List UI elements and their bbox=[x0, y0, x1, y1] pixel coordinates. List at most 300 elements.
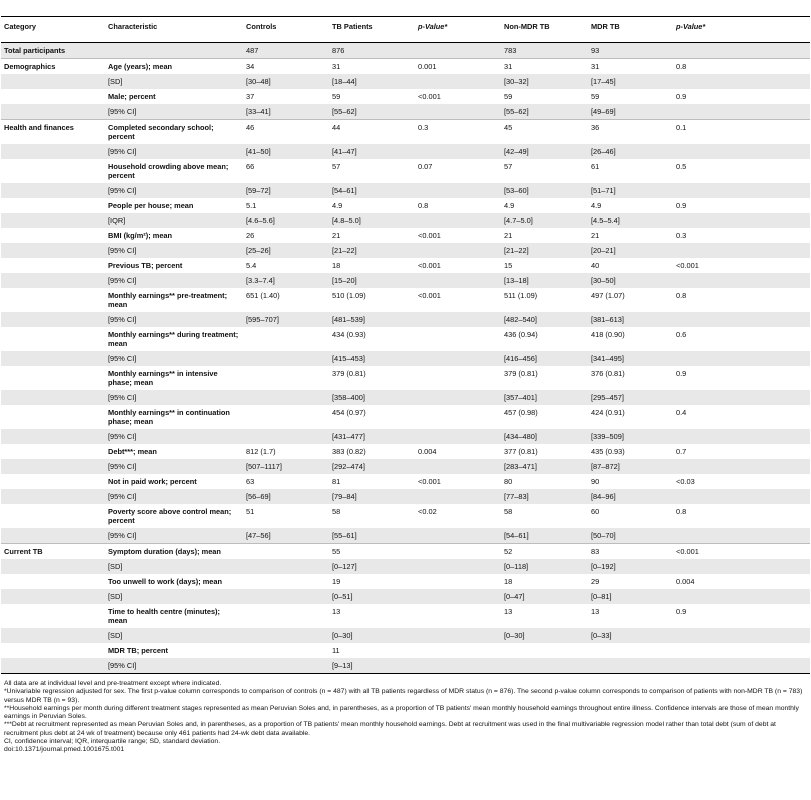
value-cell: [431–477] bbox=[329, 429, 415, 444]
category-cell bbox=[1, 288, 105, 312]
value-cell bbox=[415, 544, 501, 560]
value-cell: 31 bbox=[504, 62, 513, 71]
category-cell bbox=[1, 74, 105, 89]
value-cell: <0.001 bbox=[418, 477, 441, 486]
value-cell: 44 bbox=[332, 123, 341, 132]
header-category: Category bbox=[1, 17, 105, 43]
value-cell: 0.9 bbox=[676, 201, 687, 210]
characteristic-cell: [95% CI] bbox=[105, 183, 243, 198]
table-row bbox=[1, 574, 810, 589]
characteristic-cell: Monthly earnings** in intensive phase; mean bbox=[108, 369, 218, 387]
value-cell: [77–83] bbox=[501, 489, 588, 504]
characteristic-cell: Symptom duration (days); mean bbox=[108, 547, 221, 556]
value-cell: 55 bbox=[332, 547, 341, 556]
value-cell bbox=[243, 604, 329, 628]
value-cell bbox=[673, 390, 810, 405]
value-cell: 57 bbox=[504, 162, 513, 171]
value-cell bbox=[243, 628, 329, 643]
value-cell bbox=[415, 243, 501, 258]
table-row bbox=[1, 74, 810, 89]
value-cell: 31 bbox=[591, 62, 600, 71]
value-cell: [55–62] bbox=[329, 104, 415, 120]
characteristic-cell: [95% CI] bbox=[105, 144, 243, 159]
value-cell bbox=[673, 559, 810, 574]
table-row bbox=[1, 228, 810, 243]
value-cell bbox=[673, 459, 810, 474]
value-cell bbox=[243, 327, 329, 351]
table-row bbox=[1, 327, 810, 351]
value-cell: [17–45] bbox=[588, 74, 673, 89]
category-cell bbox=[1, 628, 105, 643]
category-cell bbox=[1, 574, 105, 589]
category-cell bbox=[1, 144, 105, 159]
value-cell: [13–18] bbox=[501, 273, 588, 288]
table-row bbox=[1, 489, 810, 504]
header-mdr-tb: MDR TB bbox=[588, 17, 673, 43]
value-cell: 80 bbox=[504, 477, 513, 486]
value-cell: [47–56] bbox=[243, 528, 329, 544]
category-cell bbox=[1, 243, 105, 258]
category-cell: Health and finances bbox=[4, 123, 74, 132]
value-cell: 21 bbox=[504, 231, 513, 240]
data-table bbox=[1, 17, 810, 673]
value-cell bbox=[415, 459, 501, 474]
value-cell: 58 bbox=[332, 507, 341, 516]
table-row bbox=[1, 504, 810, 528]
value-cell: <0.001 bbox=[418, 261, 441, 270]
value-cell: 0.1 bbox=[676, 123, 687, 132]
characteristic-cell: People per house; mean bbox=[108, 201, 194, 210]
characteristic-cell: [95% CI] bbox=[105, 528, 243, 544]
value-cell: 58 bbox=[504, 507, 513, 516]
value-cell: 83 bbox=[591, 547, 600, 556]
value-cell: 59 bbox=[591, 92, 600, 101]
value-cell: [0–47] bbox=[501, 589, 588, 604]
footnote: ***Debt at recruitment represented as mean Peruvian Soles and, in parentheses, as a proportion of TB patients' mean monthly household earnings. Debt at recruitment was used in the final multivariable regression model rather than total debt (sum of debt at recruitment plus debt at 24 wk of treatment) because only 461 patients had 24-wk debt data available. bbox=[4, 721, 776, 737]
category-cell bbox=[1, 444, 105, 459]
value-cell: 434 (0.93) bbox=[332, 330, 366, 339]
value-cell: 11 bbox=[332, 646, 340, 655]
value-cell: [481–539] bbox=[329, 312, 415, 327]
characteristic-cell: [95% CI] bbox=[105, 489, 243, 504]
category-cell bbox=[1, 489, 105, 504]
value-cell: 21 bbox=[332, 231, 341, 240]
value-cell: [18–44] bbox=[329, 74, 415, 89]
value-cell bbox=[415, 429, 501, 444]
table-row bbox=[1, 544, 810, 560]
value-cell bbox=[673, 628, 810, 643]
value-cell bbox=[415, 405, 501, 429]
value-cell: 379 (0.81) bbox=[332, 369, 366, 378]
value-cell: [341–495] bbox=[588, 351, 673, 366]
characteristic-cell: Poverty score above control mean; percent bbox=[108, 507, 232, 525]
value-cell bbox=[673, 183, 810, 198]
value-cell bbox=[415, 559, 501, 574]
value-cell bbox=[415, 43, 501, 59]
table-row bbox=[1, 59, 810, 75]
value-cell: 457 (0.98) bbox=[504, 408, 538, 417]
category-cell: Current TB bbox=[4, 547, 43, 556]
value-cell: 59 bbox=[504, 92, 513, 101]
characteristic-cell: Monthly earnings** during treatment; mean bbox=[108, 330, 239, 348]
value-cell bbox=[415, 643, 501, 658]
value-cell: 651 (1.40) bbox=[246, 291, 280, 300]
value-cell: 0.9 bbox=[676, 369, 687, 378]
value-cell: <0.001 bbox=[418, 231, 441, 240]
value-cell: [4.6–5.6] bbox=[243, 213, 329, 228]
characteristic-cell: [IQR] bbox=[105, 213, 243, 228]
value-cell bbox=[673, 643, 810, 658]
header-characteristic: Characteristic bbox=[105, 17, 243, 43]
value-cell bbox=[415, 366, 501, 390]
top-rule bbox=[1, 0, 810, 17]
value-cell: 90 bbox=[591, 477, 600, 486]
value-cell bbox=[415, 273, 501, 288]
value-cell bbox=[673, 658, 810, 673]
value-cell bbox=[243, 405, 329, 429]
value-cell: 4.9 bbox=[504, 201, 515, 210]
category-cell bbox=[1, 643, 105, 658]
value-cell: 4.9 bbox=[591, 201, 602, 210]
value-cell: [415–453] bbox=[329, 351, 415, 366]
value-cell: 36 bbox=[591, 123, 600, 132]
value-cell: <0.03 bbox=[676, 477, 695, 486]
value-cell: 13 bbox=[591, 607, 600, 616]
value-cell: 0.3 bbox=[418, 123, 429, 132]
category-cell bbox=[1, 159, 105, 183]
table-row bbox=[1, 405, 810, 429]
category-cell bbox=[1, 312, 105, 327]
value-cell: [20–21] bbox=[588, 243, 673, 258]
value-cell: [41–47] bbox=[329, 144, 415, 159]
value-cell: 812 (1.7) bbox=[246, 447, 276, 456]
value-cell: 18 bbox=[332, 261, 341, 270]
characteristic-cell: Completed secondary school; percent bbox=[108, 123, 214, 141]
value-cell: 4.9 bbox=[332, 201, 343, 210]
value-cell: [0–51] bbox=[329, 589, 415, 604]
value-cell bbox=[243, 390, 329, 405]
value-cell: [79–84] bbox=[329, 489, 415, 504]
table-row bbox=[1, 429, 810, 444]
value-cell: 0.6 bbox=[676, 330, 687, 339]
value-cell: 0.004 bbox=[676, 577, 695, 586]
value-cell: [30–50] bbox=[588, 273, 673, 288]
value-cell bbox=[415, 628, 501, 643]
characteristic-cell: [SD] bbox=[105, 589, 243, 604]
value-cell: [21–22] bbox=[329, 243, 415, 258]
value-cell: [357–401] bbox=[501, 390, 588, 405]
value-cell: 46 bbox=[246, 123, 255, 132]
header-p-value-2: p-Value* bbox=[673, 17, 810, 43]
value-cell bbox=[673, 489, 810, 504]
footnote: All data are at individual level and pre-treatment except where indicated. bbox=[4, 680, 222, 687]
table-row bbox=[1, 643, 810, 658]
value-cell: 377 (0.81) bbox=[504, 447, 538, 456]
value-cell: 783 bbox=[501, 43, 588, 59]
value-cell: 0.8 bbox=[676, 507, 687, 516]
value-cell: 19 bbox=[332, 577, 341, 586]
value-cell bbox=[673, 351, 810, 366]
table-row bbox=[1, 144, 810, 159]
characteristic-cell: BMI (kg/m²); mean bbox=[108, 231, 173, 240]
value-cell: 0.8 bbox=[418, 201, 429, 210]
value-cell bbox=[673, 213, 810, 228]
value-cell bbox=[243, 429, 329, 444]
value-cell: [0–30] bbox=[329, 628, 415, 643]
value-cell: [25–26] bbox=[243, 243, 329, 258]
value-cell bbox=[243, 544, 329, 560]
value-cell: [50–70] bbox=[588, 528, 673, 544]
value-cell bbox=[415, 183, 501, 198]
characteristic-cell: MDR TB; percent bbox=[108, 646, 168, 655]
value-cell: 21 bbox=[591, 231, 600, 240]
value-cell bbox=[415, 390, 501, 405]
value-cell: 63 bbox=[246, 477, 255, 486]
value-cell: [87–872] bbox=[588, 459, 673, 474]
value-cell: 510 (1.09) bbox=[332, 291, 366, 300]
table-row bbox=[1, 183, 810, 198]
category-cell bbox=[1, 589, 105, 604]
value-cell: 876 bbox=[329, 43, 415, 59]
value-cell: [339–509] bbox=[588, 429, 673, 444]
value-cell bbox=[673, 243, 810, 258]
value-cell: [41–50] bbox=[243, 144, 329, 159]
value-cell: [507–1117] bbox=[243, 459, 329, 474]
value-cell: 5.1 bbox=[246, 201, 257, 210]
header-non-mdr-tb: Non-MDR TB bbox=[501, 17, 588, 43]
value-cell: [4.7–5.0] bbox=[501, 213, 588, 228]
category-cell bbox=[1, 104, 105, 120]
value-cell bbox=[243, 658, 329, 673]
table-row bbox=[1, 658, 810, 673]
category-cell bbox=[1, 258, 105, 273]
value-cell: 34 bbox=[246, 62, 255, 71]
value-cell: [0–30] bbox=[501, 628, 588, 643]
characteristic-cell: [95% CI] bbox=[105, 104, 243, 120]
value-cell: 0.001 bbox=[418, 62, 437, 71]
value-cell: 0.8 bbox=[676, 62, 687, 71]
value-cell: 454 (0.97) bbox=[332, 408, 366, 417]
table-row bbox=[1, 120, 810, 145]
characteristic-cell: Monthly earnings** in continuation phase; mean bbox=[108, 408, 230, 426]
value-cell bbox=[673, 589, 810, 604]
value-cell: [595–707] bbox=[243, 312, 329, 327]
value-cell: <0.001 bbox=[418, 92, 441, 101]
value-cell bbox=[673, 43, 810, 59]
characteristic-cell: [95% CI] bbox=[105, 243, 243, 258]
value-cell: 15 bbox=[504, 261, 513, 270]
characteristic-cell: Time to health centre (minutes); mean bbox=[108, 607, 220, 625]
characteristic-cell: [95% CI] bbox=[105, 429, 243, 444]
value-cell bbox=[415, 604, 501, 628]
value-cell: 18 bbox=[504, 577, 513, 586]
characteristic-cell: [95% CI] bbox=[105, 312, 243, 327]
value-cell: [15–20] bbox=[329, 273, 415, 288]
value-cell: 0.004 bbox=[418, 447, 437, 456]
characteristic-cell: Previous TB; percent bbox=[108, 261, 183, 270]
value-cell bbox=[673, 528, 810, 544]
category-cell bbox=[1, 658, 105, 673]
value-cell: 0.5 bbox=[676, 162, 687, 171]
value-cell bbox=[673, 144, 810, 159]
table-row bbox=[1, 604, 810, 628]
value-cell: [26–46] bbox=[588, 144, 673, 159]
table-body bbox=[1, 43, 810, 674]
header-p-value-1: p-Value* bbox=[415, 17, 501, 43]
value-cell: [9–13] bbox=[329, 658, 415, 673]
category-cell bbox=[1, 89, 105, 104]
category-cell bbox=[1, 559, 105, 574]
table-row bbox=[1, 288, 810, 312]
value-cell: 5.4 bbox=[246, 261, 257, 270]
table-row bbox=[1, 213, 810, 228]
value-cell: 0.8 bbox=[676, 291, 687, 300]
value-cell bbox=[243, 574, 329, 589]
characteristic-cell: Monthly earnings** pre-treatment; mean bbox=[108, 291, 228, 309]
value-cell: 0.07 bbox=[418, 162, 433, 171]
value-cell bbox=[415, 104, 501, 120]
table-row bbox=[1, 474, 810, 489]
value-cell: [55–61] bbox=[329, 528, 415, 544]
characteristic-cell: [95% CI] bbox=[105, 273, 243, 288]
category-cell bbox=[1, 228, 105, 243]
value-cell: 376 (0.81) bbox=[591, 369, 625, 378]
footnote: CI, confidence interval; IQR, interquartile range; SD, standard deviation. bbox=[4, 738, 221, 746]
table-row bbox=[1, 159, 810, 183]
category-cell bbox=[1, 405, 105, 429]
table-row bbox=[1, 390, 810, 405]
table-row bbox=[1, 273, 810, 288]
characteristic-cell: Debt***; mean bbox=[108, 447, 157, 456]
value-cell bbox=[415, 658, 501, 673]
value-cell: [0–127] bbox=[329, 559, 415, 574]
value-cell: [54–61] bbox=[329, 183, 415, 198]
table-row bbox=[1, 366, 810, 390]
value-cell: 51 bbox=[246, 507, 255, 516]
value-cell: [358–400] bbox=[329, 390, 415, 405]
value-cell: [33–41] bbox=[243, 104, 329, 120]
footnote: doi:10.1371/journal.pmed.1001675.t001 bbox=[4, 746, 125, 754]
category-cell bbox=[1, 183, 105, 198]
value-cell: 383 (0.82) bbox=[332, 447, 366, 456]
header-tb-patients: TB Patients bbox=[329, 17, 415, 43]
table-row bbox=[1, 351, 810, 366]
category-cell bbox=[1, 390, 105, 405]
category-cell bbox=[1, 604, 105, 628]
category-cell bbox=[1, 327, 105, 351]
value-cell: [292–474] bbox=[329, 459, 415, 474]
table-row bbox=[1, 198, 810, 213]
value-cell: [30–48] bbox=[243, 74, 329, 89]
value-cell: 40 bbox=[591, 261, 600, 270]
table-row bbox=[1, 104, 810, 120]
characteristic-cell: [SD] bbox=[105, 74, 243, 89]
value-cell bbox=[415, 213, 501, 228]
value-cell: [4.5–5.4] bbox=[588, 213, 673, 228]
category-cell bbox=[1, 528, 105, 544]
table-row bbox=[1, 89, 810, 104]
value-cell: [0–192] bbox=[588, 559, 673, 574]
characteristic-cell: [95% CI] bbox=[105, 351, 243, 366]
category-cell bbox=[1, 366, 105, 390]
value-cell: 66 bbox=[246, 162, 255, 171]
footnote: **Household earnings per month during different treatment stages represented as mean Peruvian Soles and, in parentheses, as a proportion of TB patients' mean monthly household earnings throughout entire illness. Confidence intervals are those of mean monthly earnings in Peruvian Soles. bbox=[4, 704, 799, 721]
value-cell: 13 bbox=[504, 607, 513, 616]
value-cell bbox=[415, 327, 501, 351]
value-cell bbox=[415, 528, 501, 544]
characteristic-cell: [SD] bbox=[105, 628, 243, 643]
table-row bbox=[1, 444, 810, 459]
value-cell: 511 (1.09) bbox=[504, 291, 538, 300]
table-row bbox=[1, 528, 810, 544]
characteristic-cell: Male; percent bbox=[108, 92, 156, 101]
characteristic-cell: [95% CI] bbox=[105, 658, 243, 673]
table-row bbox=[1, 459, 810, 474]
characteristic-cell: Age (years); mean bbox=[108, 62, 173, 71]
value-cell bbox=[415, 74, 501, 89]
value-cell bbox=[243, 366, 329, 390]
value-cell: <0.02 bbox=[418, 507, 437, 516]
value-cell: 31 bbox=[332, 62, 341, 71]
value-cell: 0.3 bbox=[676, 231, 687, 240]
value-cell: 0.4 bbox=[676, 408, 687, 417]
category-cell bbox=[1, 429, 105, 444]
category-cell bbox=[1, 504, 105, 528]
category-cell bbox=[1, 273, 105, 288]
value-cell: 436 (0.94) bbox=[504, 330, 538, 339]
value-cell: [283–471] bbox=[501, 459, 588, 474]
value-cell: <0.001 bbox=[676, 261, 699, 270]
value-cell: [42–49] bbox=[501, 144, 588, 159]
characteristic-cell: [SD] bbox=[105, 559, 243, 574]
value-cell: <0.001 bbox=[418, 291, 441, 300]
value-cell bbox=[673, 429, 810, 444]
table-row bbox=[1, 43, 810, 59]
value-cell bbox=[673, 312, 810, 327]
table-row bbox=[1, 589, 810, 604]
value-cell bbox=[501, 643, 588, 658]
value-cell bbox=[415, 312, 501, 327]
value-cell bbox=[673, 104, 810, 120]
value-cell: [295–457] bbox=[588, 390, 673, 405]
characteristic-cell: Household crowding above mean; percent bbox=[108, 162, 229, 180]
value-cell: [3.3–7.4] bbox=[243, 273, 329, 288]
value-cell: [434–480] bbox=[501, 429, 588, 444]
value-cell: 0.9 bbox=[676, 607, 687, 616]
value-cell: [56–69] bbox=[243, 489, 329, 504]
value-cell: 60 bbox=[591, 507, 600, 516]
value-cell: [4.8–5.0] bbox=[329, 213, 415, 228]
category-cell: Total participants bbox=[1, 43, 243, 59]
value-cell: [53–60] bbox=[501, 183, 588, 198]
value-cell: 26 bbox=[246, 231, 255, 240]
value-cell: <0.001 bbox=[676, 547, 699, 556]
value-cell: [0–81] bbox=[588, 589, 673, 604]
category-cell bbox=[1, 198, 105, 213]
header-controls: Controls bbox=[243, 17, 329, 43]
table-row bbox=[1, 628, 810, 643]
category-cell bbox=[1, 459, 105, 474]
footnote: *Univariable regression adjusted for sex. The first p-value column corresponds to comparison of controls (n = 487) with all TB patients regardless of MDR status (n = 876). The second p-value column corresponds to comparison of patients with non-MDR TB (n = 783) versus MDR TB (n = 93). bbox=[4, 688, 803, 704]
value-cell: [30–32] bbox=[501, 74, 588, 89]
value-cell bbox=[243, 643, 329, 658]
value-cell: 37 bbox=[246, 92, 255, 101]
value-cell: [59–72] bbox=[243, 183, 329, 198]
value-cell: 497 (1.07) bbox=[591, 291, 625, 300]
value-cell: [49–69] bbox=[588, 104, 673, 120]
value-cell bbox=[415, 489, 501, 504]
value-cell: 52 bbox=[504, 547, 513, 556]
